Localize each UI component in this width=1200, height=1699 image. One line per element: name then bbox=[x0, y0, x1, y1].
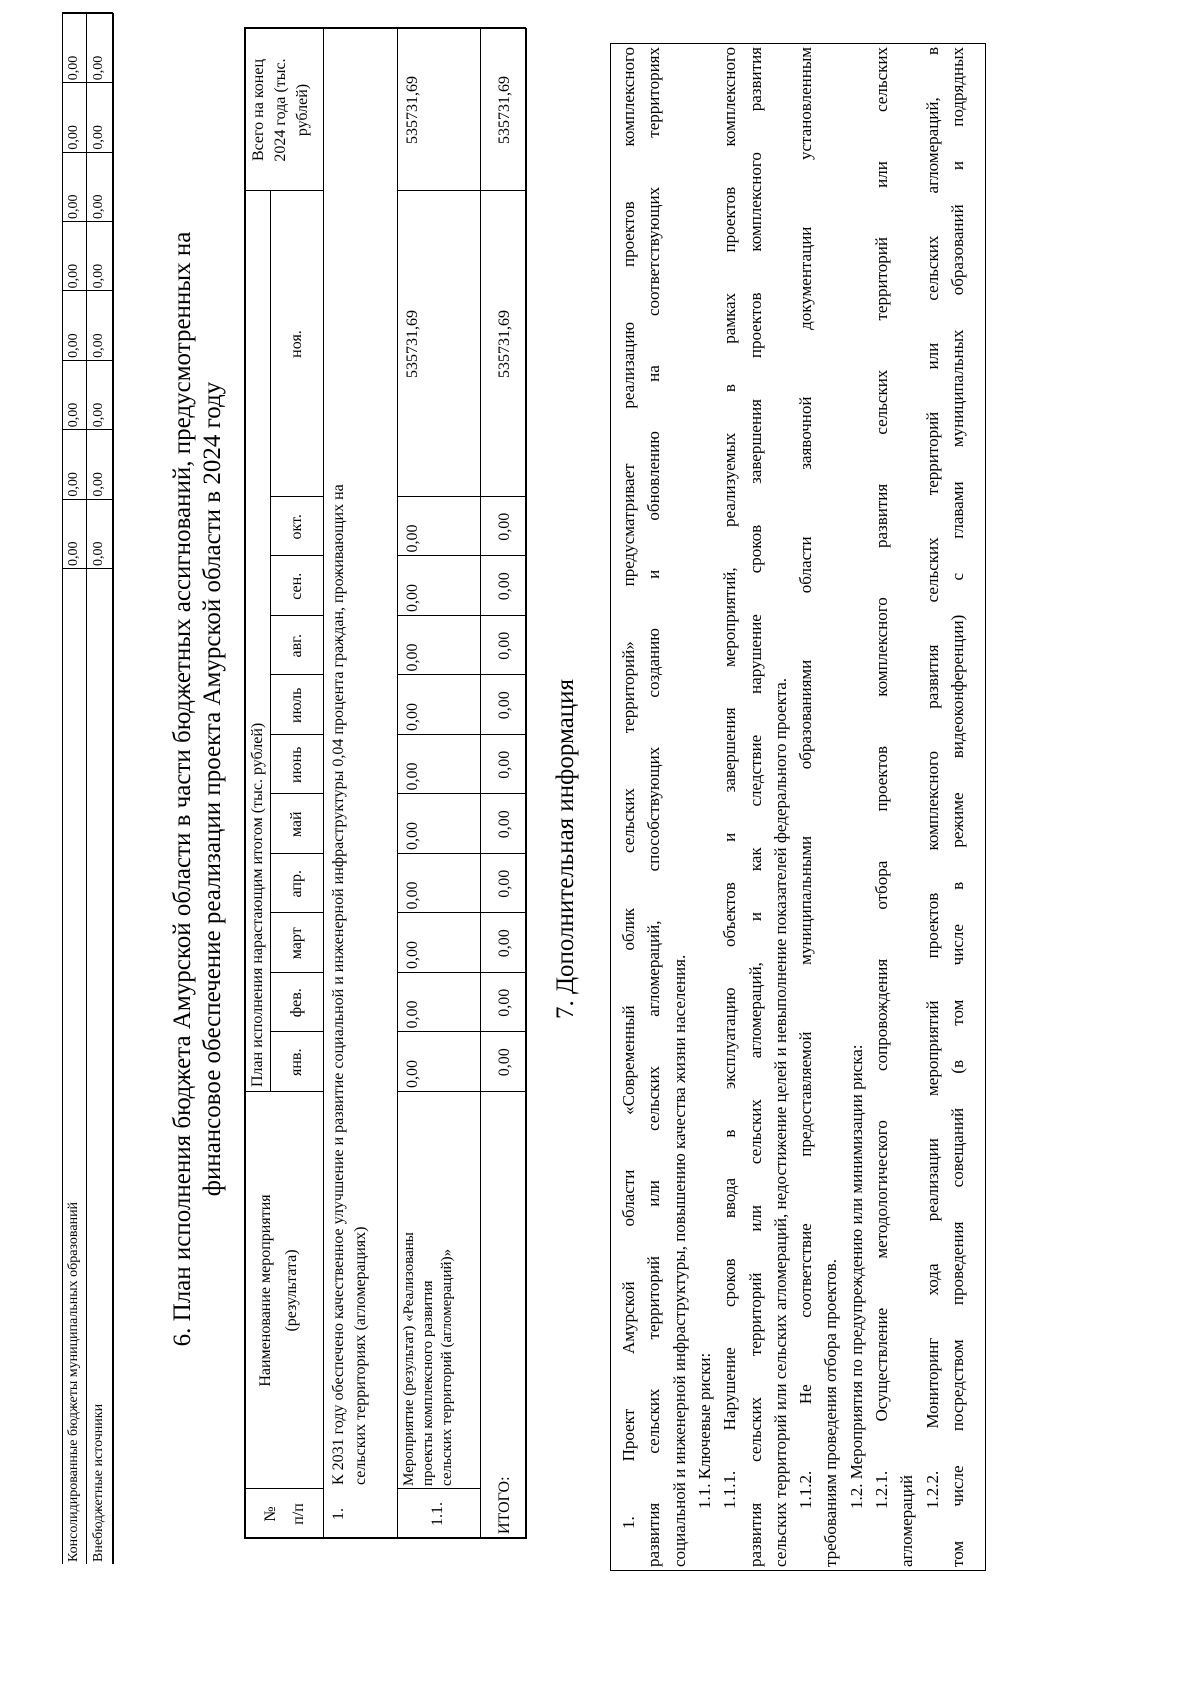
itogo-value: 0,00 bbox=[496, 1048, 513, 1077]
month-header: июль bbox=[288, 687, 305, 723]
row11-value: 0,00 bbox=[404, 703, 421, 731]
top-table-col-line bbox=[62, 13, 113, 14]
top-table-value: 0,00 bbox=[66, 541, 81, 566]
month-header: окт. bbox=[288, 514, 305, 540]
row11-value: 0,00 bbox=[404, 762, 421, 791]
row11-value: 0,00 bbox=[404, 584, 421, 612]
header-name-line2: (результата) bbox=[283, 1249, 300, 1332]
itogo-label: ИТОГО: bbox=[496, 1476, 513, 1534]
top-table-value: 0,00 bbox=[91, 125, 106, 150]
top-table-label-1: Внебюджетные источники bbox=[91, 1403, 106, 1562]
top-table-value: 0,00 bbox=[91, 472, 106, 497]
row11-name-line1: Мероприятие (результат) «Реализованы bbox=[401, 1232, 417, 1486]
itogo-value: 0,00 bbox=[496, 750, 513, 779]
section7-line: 1.1. Ключевые риски: bbox=[694, 1352, 714, 1509]
section7-title: 7. Дополнительная информация bbox=[552, 678, 579, 1020]
section7-line: требованиям проведения отбора проектов. bbox=[821, 1258, 841, 1567]
top-table-value: 0,00 bbox=[91, 55, 106, 81]
section7-line: 1. Проект Амурской области «Современный облик сельских территорий» предусматривает реализацию проектов комплексного bbox=[619, 47, 638, 1529]
itogo-value: 0,00 bbox=[496, 572, 513, 601]
month-header: сен. bbox=[288, 572, 305, 600]
header-num: № bbox=[262, 1506, 279, 1522]
top-table-col-line bbox=[62, 82, 113, 83]
itogo-value: 0,00 bbox=[496, 691, 513, 720]
row11-value: 0,00 bbox=[404, 1000, 421, 1029]
month-header: март bbox=[288, 927, 305, 960]
row1-text-line1: К 2031 году обеспечено качественное улучшение и развитие социальной и инженерной инфраструктуры 0,04 процента граждан, проживающих на bbox=[330, 484, 347, 1485]
month-header: авг. bbox=[288, 634, 305, 658]
month-header: май bbox=[288, 811, 305, 838]
row11-value: 535731,69 bbox=[404, 310, 421, 378]
top-table-value: 0,00 bbox=[91, 333, 106, 358]
row1-num: 1. bbox=[330, 1508, 347, 1520]
itogo-value: 0,00 bbox=[496, 988, 513, 1017]
header-total-line1: Всего на конец bbox=[250, 58, 267, 162]
section7-line: том числе посредством проведения совещаний (в том числе в режиме видеоконференции) с главами муниципальных образований и подрядных bbox=[947, 47, 967, 1567]
top-table-col-line bbox=[62, 290, 113, 291]
itogo-value: 0,00 bbox=[496, 929, 513, 958]
month-header: апр. bbox=[288, 870, 305, 898]
section7-line: сельских территорий или сельских агломераций, недостижение целей и невыполнение показателей федерального проекта. bbox=[770, 677, 790, 1567]
section7-line: 1.2.2. Мониторинг хода реализации мероприятий проектов комплексного развития сельских территорий или сельских агломераций, в bbox=[922, 47, 942, 1509]
row11-value: 0,00 bbox=[404, 822, 421, 850]
itogo-value: 0,00 bbox=[496, 869, 513, 898]
header-name-line1: Наименование мероприятия bbox=[257, 1194, 274, 1387]
row11-value: 0,00 bbox=[404, 881, 421, 910]
itogo-total: 535731,69 bbox=[496, 76, 513, 144]
top-table-col-line bbox=[62, 429, 113, 430]
section7-line: 1.2.1. Осуществление методологического сопровождения отбора проектов комплексного развития сельских территорий или сельских bbox=[872, 47, 891, 1509]
top-table-value: 0,00 bbox=[66, 194, 81, 219]
top-table-col-line bbox=[62, 152, 113, 153]
top-table-value: 0,00 bbox=[91, 194, 106, 219]
top-table-value: 0,00 bbox=[66, 402, 81, 428]
header-num2: п/п bbox=[290, 1503, 307, 1525]
month-header: янв. bbox=[288, 1048, 305, 1076]
top-table-value: 0,00 bbox=[66, 333, 81, 358]
top-table-col-line bbox=[62, 221, 113, 222]
row11-num: 1.1. bbox=[429, 1502, 446, 1526]
month-header: июнь bbox=[288, 746, 305, 783]
row11-value: 0,00 bbox=[404, 524, 421, 553]
top-table-value: 0,00 bbox=[66, 472, 81, 497]
top-table-value: 0,00 bbox=[91, 402, 106, 428]
row11-value: 0,00 bbox=[404, 643, 421, 672]
top-table-value: 0,00 bbox=[91, 541, 106, 566]
row11-name-line2: проекты комплексного развития bbox=[420, 1280, 436, 1486]
row11-value: 0,00 bbox=[404, 941, 421, 969]
top-table-value: 0,00 bbox=[66, 263, 81, 289]
section7-line: 1.1.2. Не соответствие предоставляемой муниципальными образованиями области заявочной документации установленным bbox=[796, 47, 816, 1509]
section6-title-line1: 6. План исполнения бюджета Амурской области в части бюджетных ассигнований, предусмотренных на bbox=[169, 231, 196, 1347]
itogo-value: 0,00 bbox=[496, 810, 513, 839]
row11-total: 535731,69 bbox=[404, 76, 421, 144]
row11-name-line3: сельских территорий (агломераций)» bbox=[439, 1248, 455, 1486]
top-table-col-line bbox=[62, 499, 113, 500]
header-total-line3: рублей) bbox=[294, 83, 311, 137]
section6-title-line2: финансовое обеспечение реализации проекта Амурской области в 2024 году bbox=[199, 381, 226, 1197]
header-plan: План исполнения нарастающим итогом (тыс. рублей) bbox=[249, 722, 266, 1087]
top-table-value: 0,00 bbox=[66, 125, 81, 150]
header-total-line2: 2024 года (тыс. bbox=[272, 58, 289, 162]
section7-line: 1.1.1. Нарушение сроков ввода в эксплуатацию объектов и завершения мероприятий, реализуемых в рамках проектов комплексного bbox=[720, 47, 740, 1509]
top-table-col-line bbox=[62, 360, 113, 361]
itogo-value: 0,00 bbox=[496, 631, 513, 660]
top-table-value: 0,00 bbox=[66, 55, 81, 81]
itogo-value: 535731,69 bbox=[496, 310, 513, 378]
section7-line: агломераций bbox=[897, 1475, 917, 1567]
section7-line: развития сельских территорий или сельских агломераций, способствующих созданию и обновлению на соответствующих территориях bbox=[644, 47, 664, 1567]
row1-text-line2: сельских территориях (агломерациях) bbox=[352, 1226, 369, 1485]
month-header: фев. bbox=[288, 988, 305, 1018]
top-table-value: 0,00 bbox=[91, 263, 106, 289]
section7-line: социальной и инженерной инфраструктуры, повышению качества жизни населения. bbox=[669, 954, 689, 1567]
row11-value: 0,00 bbox=[404, 1060, 421, 1088]
top-table-col-line bbox=[62, 568, 113, 569]
month-header: ноя. bbox=[288, 330, 305, 358]
itogo-value: 0,00 bbox=[496, 512, 513, 541]
section7-line: 1.2. Мероприятия по предупреждению или минимизации риска: bbox=[846, 1044, 866, 1509]
top-table-label-0: Консолидированные бюджеты муниципальных образований bbox=[66, 1201, 81, 1562]
section7-line: развития сельских территорий или сельских агломераций, и как следствие нарушение сроков завершения проектов комплексного развития bbox=[745, 47, 765, 1567]
